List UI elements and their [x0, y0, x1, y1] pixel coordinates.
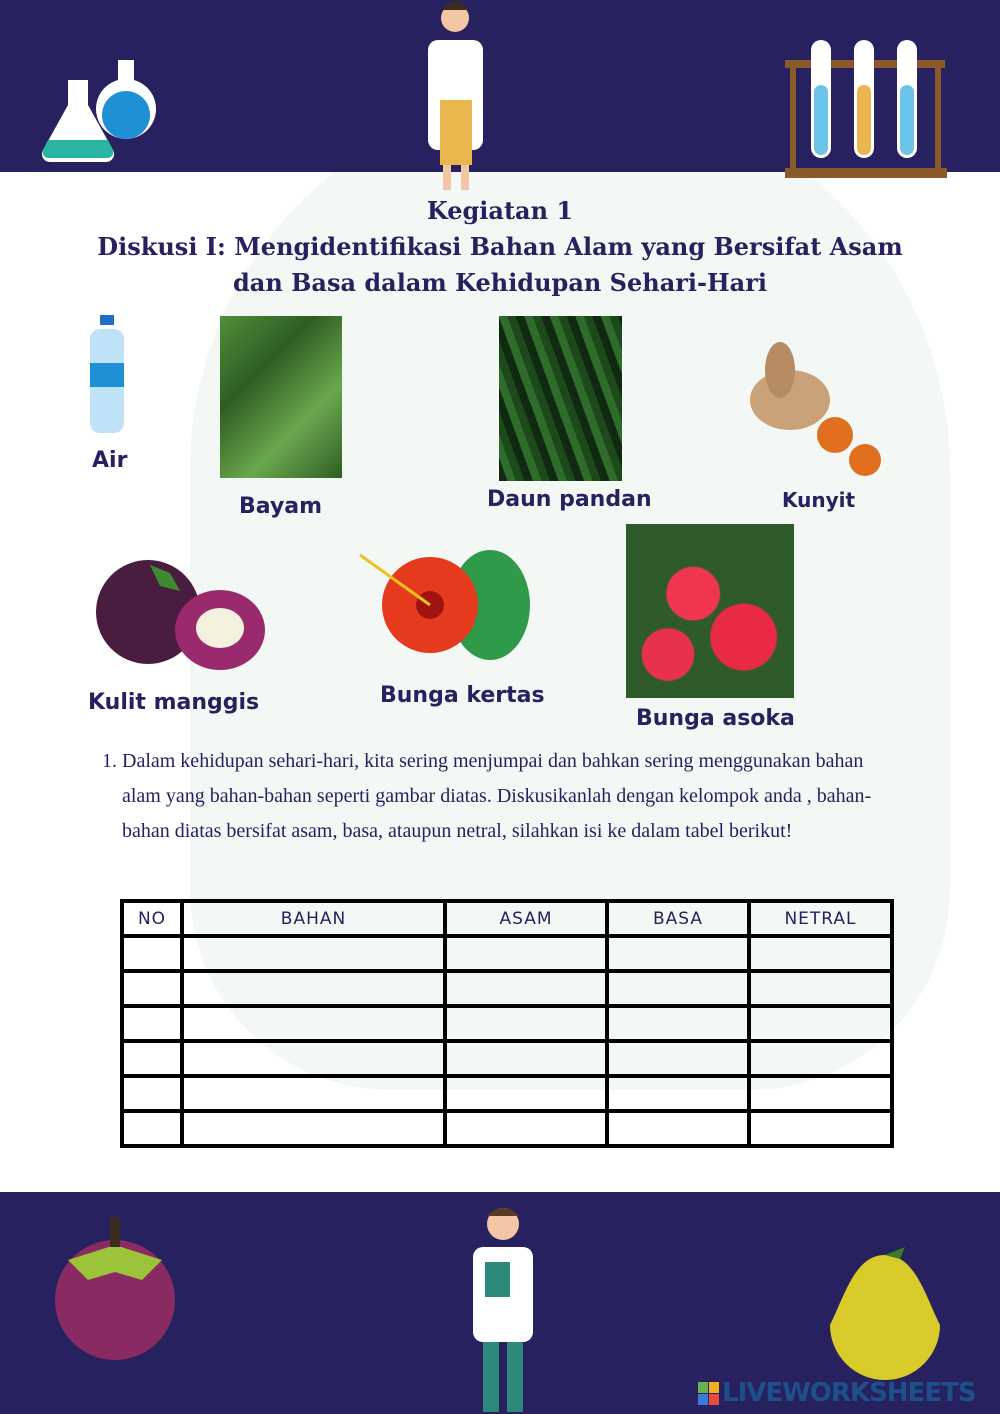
table-cell-bahan[interactable] [182, 971, 445, 1006]
table-cell-netral[interactable] [749, 1006, 892, 1041]
table-cell-basa[interactable] [607, 1111, 749, 1146]
label-air: Air [92, 448, 128, 473]
table-cell-basa[interactable] [607, 1006, 749, 1041]
table-cell-netral[interactable] [749, 1111, 892, 1146]
question-1 [100, 744, 900, 849]
table-row [122, 1076, 892, 1111]
label-bunga-asoka: Bunga asoka [636, 706, 795, 731]
table-cell-no[interactable] [122, 971, 182, 1006]
table-cell-no[interactable] [122, 1041, 182, 1076]
table-cell-no[interactable] [122, 1076, 182, 1111]
question-text: 1. Dalam kehidupan sehari-hari, kita sering menjumpai dan bahkan sering menggunakan bahan alam yang bahan-bahan seperti gambar diatas. Diskusikanlah dengan kelompok anda , bahan-bahan diatas bersifat asam, basa, ataupun netral, silahkan isi ke dalam tabel berikut! [122, 744, 900, 849]
table-cell-basa[interactable] [607, 1041, 749, 1076]
label-bayam: Bayam [239, 494, 323, 519]
table-row [122, 1111, 892, 1146]
header-asam: ASAM [445, 901, 607, 936]
test-tubes-icon [785, 40, 950, 180]
pandan-leaf-image [499, 316, 622, 481]
table-cell-basa[interactable] [607, 971, 749, 1006]
table-header-row [122, 901, 892, 936]
liveworksheets-watermark: LIVEWORKSHEETS [722, 1378, 976, 1408]
table-cell-asam[interactable] [445, 1006, 607, 1041]
pomelo-fruit-icon [815, 1245, 955, 1385]
mangosteen-fruit-icon [38, 1215, 193, 1360]
table-cell-no[interactable] [122, 936, 182, 971]
header-no: NO [122, 901, 182, 936]
header-basa: BASA [607, 901, 749, 936]
table-cell-asam[interactable] [445, 1076, 607, 1111]
hibiscus-image [355, 545, 535, 665]
table-row [122, 1041, 892, 1076]
table-row [122, 1006, 892, 1041]
water-bottle-image [88, 315, 128, 435]
discussion-title-line2: dan Basa dalam Kehidupan Sehari-Hari [233, 268, 767, 297]
scientist-illustration [413, 0, 498, 195]
table-cell-netral[interactable] [749, 1041, 892, 1076]
label-kunyit: Kunyit [782, 488, 856, 512]
table-cell-bahan[interactable] [182, 1006, 445, 1041]
header-bahan: BAHAN [182, 901, 445, 936]
flask-icon [38, 40, 163, 165]
label-bunga-kertas: Bunga kertas [380, 683, 545, 708]
liveworksheets-logo-icon [698, 1382, 720, 1406]
table-cell-asam[interactable] [445, 1111, 607, 1146]
mangosteen-image [90, 560, 268, 675]
header-netral: NETRAL [749, 901, 892, 936]
spinach-image [220, 316, 342, 478]
ixora-flower-image [626, 524, 794, 698]
label-kulit-manggis: Kulit manggis [88, 690, 260, 715]
table-cell-no[interactable] [122, 1006, 182, 1041]
table-cell-netral[interactable] [749, 936, 892, 971]
table-cell-basa[interactable] [607, 936, 749, 971]
table-row [122, 971, 892, 1006]
table-cell-no[interactable] [122, 1111, 182, 1146]
turmeric-image [740, 330, 890, 480]
table-row [122, 936, 892, 971]
label-daun-pandan: Daun pandan [487, 487, 652, 512]
table-cell-bahan[interactable] [182, 936, 445, 971]
table-cell-asam[interactable] [445, 971, 607, 1006]
table-cell-netral[interactable] [749, 971, 892, 1006]
table-cell-bahan[interactable] [182, 1111, 445, 1146]
table-cell-bahan[interactable] [182, 1041, 445, 1076]
discussion-title-line1: Diskusi I: Mengidentifikasi Bahan Alam yang Bersifat Asam [97, 232, 903, 261]
answer-table [120, 899, 894, 1148]
table-cell-bahan[interactable] [182, 1076, 445, 1111]
scientist-male-illustration [455, 1202, 555, 1414]
table-cell-asam[interactable] [445, 1041, 607, 1076]
table-cell-netral[interactable] [749, 1076, 892, 1111]
table-cell-basa[interactable] [607, 1076, 749, 1111]
table-cell-asam[interactable] [445, 936, 607, 971]
activity-title: Kegiatan 1 [426, 196, 574, 225]
